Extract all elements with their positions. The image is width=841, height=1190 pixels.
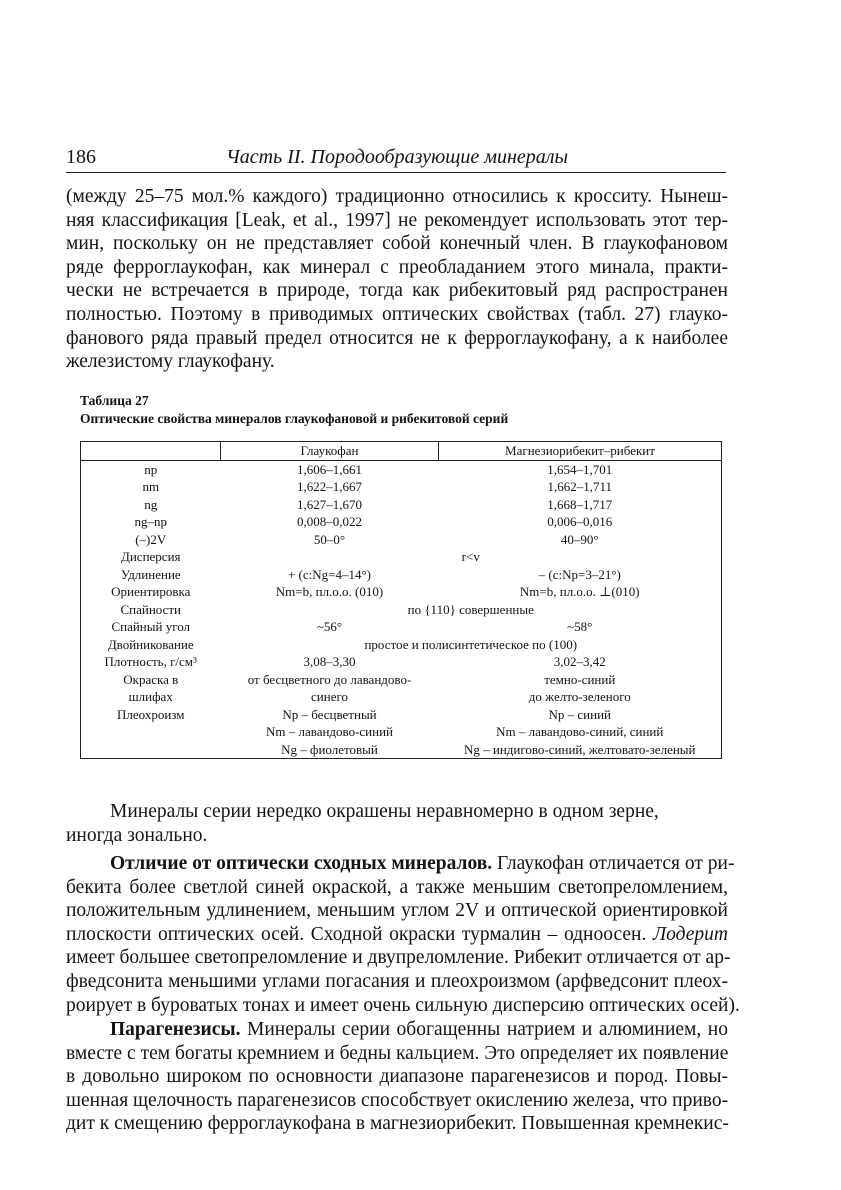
text-line: ряде ферроглаукофан, как минерал с преобладанием этого минала, практи- [66, 256, 728, 278]
table-row [81, 671, 722, 689]
value-cell: Np – бесцветный [282, 706, 377, 722]
text-line: мин, поскольку он не представляет собой конечный член. В глаукофановом [66, 233, 728, 255]
header-cell: Магнезиорибекит–рибекит [439, 442, 722, 461]
value-cell: Nm=b, пл.о.о. (010) [275, 584, 384, 599]
section-heading: Отличие от оптически сходных минералов. [110, 853, 493, 874]
text-line: вместе с тем богаты кремнием и бедны кальцием. Это определяет их появление [66, 1042, 729, 1064]
value-cell: Ng – индигово-синий, желтовато-зеленый [464, 741, 696, 757]
text-line: иногда зонально. [66, 825, 208, 846]
text-line: няя классификация [Leak, et al., 1997] не рекомендует использовать этот тер- [66, 209, 728, 231]
text-line: плоскости оптических осей. Сходной окраски турмалин – одноосен. Лодерит [66, 923, 728, 945]
table-row [81, 531, 722, 549]
value-cell: 1,622–1,667 [297, 479, 362, 494]
header-cell [81, 442, 221, 461]
table-row [81, 741, 722, 759]
property-name-cell: Плеохроизм [117, 706, 185, 722]
property-name-cell: Ориентировка [111, 584, 191, 599]
section-heading: Парагенезисы. [110, 1019, 241, 1040]
text-line: положительным удлинением, меньшим углом 2V и оптической ориентировкой [66, 900, 728, 922]
table-row [81, 496, 722, 514]
property-name-cell: Двойникование [107, 636, 194, 652]
table-row [81, 618, 722, 636]
value-cell: Nm=b, пл.о.о. ⊥(010) [519, 584, 640, 599]
paragraph-2 [66, 800, 772, 824]
table-row [81, 723, 722, 741]
text-line: Минералы серии нередко окрашены неравномерно в одном зерне, [110, 801, 659, 822]
value-cell: r<v [461, 549, 480, 564]
paragraph-4 [66, 1018, 728, 1136]
table-row [81, 583, 722, 601]
text-line: имеет большее светопреломление и двупреломление. Рибекит отличается от ар- [66, 947, 731, 969]
property-name-cell: Спайный угол [111, 619, 191, 634]
table-row [81, 601, 722, 619]
value-cell: от бесцветного до лавандово- [247, 671, 412, 687]
value-cell: 1,627–1,670 [297, 496, 362, 512]
value-cell: синего [311, 689, 348, 704]
paragraph-3 [66, 852, 740, 1017]
value-cell: по {110} совершенные [407, 601, 534, 617]
value-cell: 1,662–1,711 [547, 479, 613, 494]
text-line: полностью. Поэтому в приводимых оптических свойствах (табл. 27) глауко- [66, 303, 728, 325]
table-row [81, 460, 722, 478]
value-cell: простое и полисинтетическое по (100) [364, 636, 578, 652]
value-cell: ~58° [567, 619, 593, 634]
page-number: 186 [66, 146, 96, 168]
property-name-cell: шлифах [128, 689, 173, 704]
text-line: шенная щелочность парагенезисов способствует окислению железа, что приво- [66, 1089, 729, 1111]
property-name-cell [81, 741, 221, 759]
table-caption-title: Оптические свойства минералов глаукофановой и рибекитовой серий [80, 411, 509, 426]
value-cell: 1,668–1,717 [547, 496, 613, 512]
table-row [81, 478, 722, 496]
page-header [66, 146, 726, 173]
text-line: Отличие от оптически сходных минералов. Глаукофан отличается от ри- [110, 853, 735, 874]
property-name-cell: ng [144, 496, 158, 512]
value-cell: 3,08–3,30 [303, 654, 356, 669]
value-cell: Nm – лавандово-синий [265, 724, 394, 739]
italic-term: Лодерит [652, 923, 728, 945]
value-cell: Np – синий [548, 706, 611, 722]
header-cell: Глаукофан [221, 442, 439, 461]
value-cell: 1,606–1,661 [297, 461, 362, 477]
table-row [81, 706, 722, 724]
value-cell: + (c:Ng=4–14°) [287, 566, 372, 582]
value-cell: 3,02–3,42 [553, 654, 606, 669]
value-cell: Ng – фиолетовый [281, 741, 378, 757]
property-name-cell: Удлинение [120, 566, 181, 582]
value-cell: 0,008–0,022 [297, 514, 362, 529]
table-header-row [81, 442, 722, 461]
text-line: дит к смещению ферроглаукофана в магнезиорибекит. Повышенная кремнекис- [66, 1113, 729, 1135]
paragraph-1 [66, 185, 728, 374]
value-cell: ~56° [316, 619, 343, 634]
text-line: чески не встречается в природе, тогда как рибекитовый ряд распространен [66, 280, 728, 302]
value-cell: 40–90° [560, 531, 599, 547]
property-name-cell: Окраска в [123, 671, 179, 687]
property-name-cell: Спайности [120, 601, 182, 617]
table-row [81, 513, 722, 531]
property-name-cell: np [144, 461, 158, 477]
value-cell: Nm – лавандово-синий, синий [496, 724, 664, 739]
property-name-cell: nm [142, 479, 160, 494]
property-name-cell: ng–np [134, 514, 167, 529]
value-cell: 50–0° [313, 531, 346, 547]
text-line: роирует в буроватых тонах и имеет очень сильную дисперсию оптических осей). [66, 994, 740, 1016]
text-line: фанового ряда правый предел относится не к ферроглаукофану, а к наиболее [66, 327, 728, 349]
table-row [81, 653, 722, 671]
text-line: (между 25–75 мол.% каждого) традиционно относились к кросситу. Нынеш- [66, 186, 728, 207]
value-cell: – (c:Np=3–21°) [538, 566, 621, 582]
property-name-cell [81, 723, 221, 741]
table-caption-number: Таблица 27 [80, 393, 149, 408]
value-cell: темно-синий [544, 671, 616, 687]
value-cell: 1,654–1,701 [547, 461, 613, 477]
optical-properties-table [80, 441, 722, 759]
table-row [81, 566, 722, 584]
value-cell: до желто-зеленого [528, 689, 631, 704]
table-row [81, 636, 722, 654]
table-row [81, 548, 722, 566]
table-row [81, 688, 722, 706]
text-line: в довольно широком по основности диапазоне парагенезисов и пород. Повы- [66, 1066, 728, 1088]
text-line: железистому глаукофану. [66, 351, 275, 373]
paragraph-2-cont [66, 824, 728, 848]
text-line: бекита более светлой синей окраской, а также меньшим светопреломлением, [66, 876, 728, 898]
property-name-cell: Плотность, г/см³ [104, 654, 197, 669]
text-line: фведсонита меньшими углами погасания и плеохроизмом (арфведсонит плеох- [66, 970, 728, 992]
value-cell: 0,006–0,016 [547, 514, 613, 529]
property-name-cell: Дисперсия [120, 549, 181, 564]
running-title: Часть II. Породообразующие минералы [226, 146, 569, 168]
property-name-cell: (–)2V [135, 531, 167, 547]
text-line: Парагенезисы. Минералы серии обогащенны натрием и алюминием, но [110, 1019, 728, 1040]
table-body [81, 460, 722, 759]
